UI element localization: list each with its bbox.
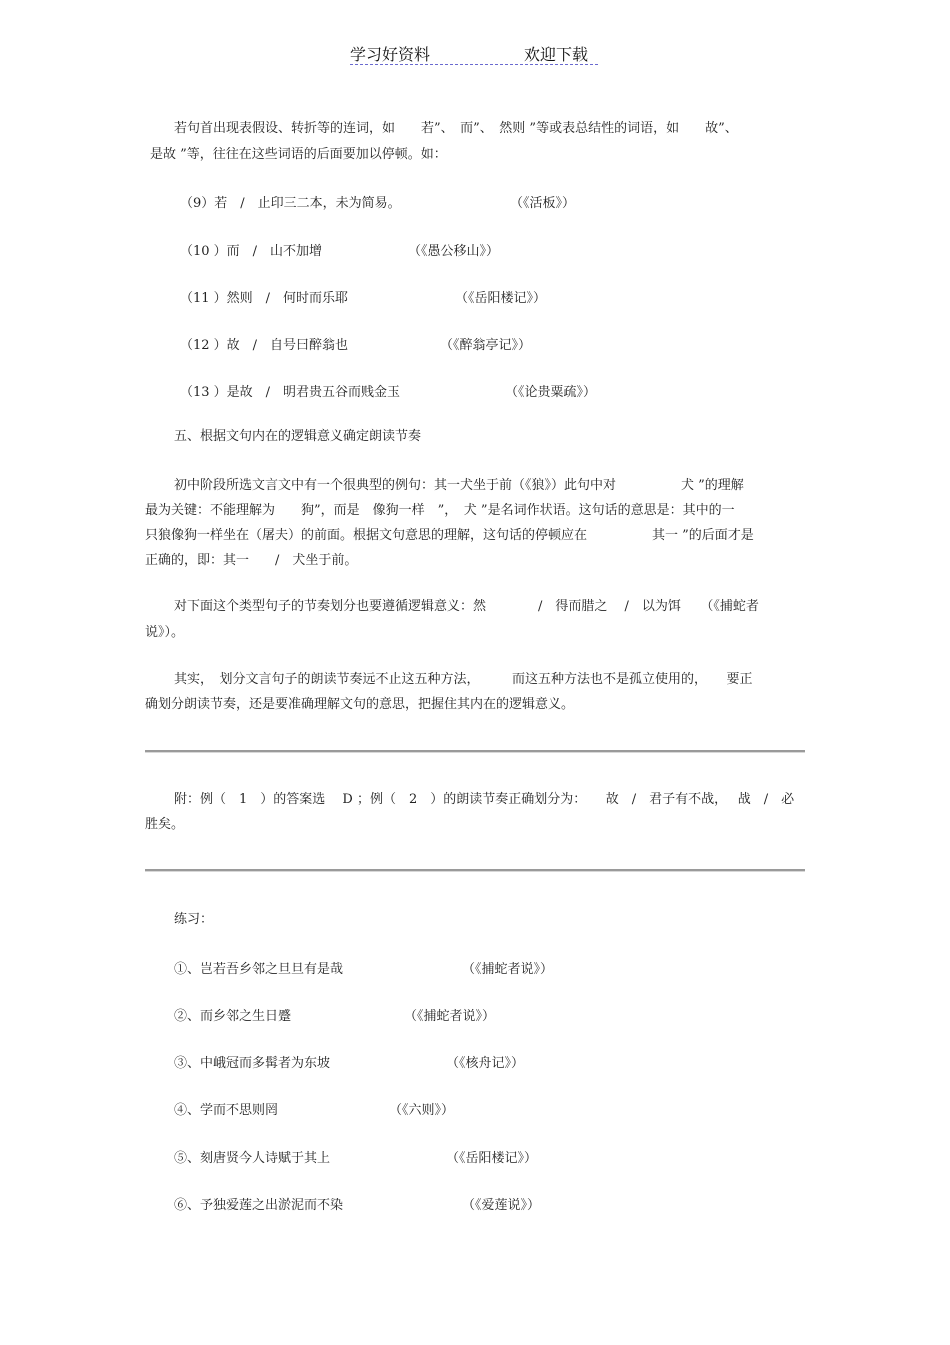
example-text: （9）若 / 止印三二本，未为简易。 <box>180 196 401 211</box>
practice-item <box>174 1194 541 1213</box>
example-item <box>180 381 597 400</box>
paragraph-line: 说》）。 <box>145 625 185 640</box>
practice-text: ④、学而不思则罔 <box>174 1103 279 1118</box>
example-item <box>180 334 532 353</box>
practice-heading: 练习： <box>174 912 214 927</box>
example-text: （13 ）是故 / 明君贵五谷而贱金玉 <box>180 385 401 400</box>
practice-item <box>174 1147 538 1166</box>
section-divider <box>145 750 805 753</box>
practice-source: （《捕蛇者说》） <box>462 962 554 977</box>
header-dashed-rule <box>350 64 598 65</box>
section-heading: 五、根据文句内在的逻辑意义确定朗读节奏 <box>174 429 422 444</box>
practice-source: （《捕蛇者说》） <box>404 1009 496 1024</box>
paragraph-line: 只狼像狗一样坐在（屠夫）的前面。根据文句意思的理解，这句话的停顿应在 其一 ”的后面才是 <box>145 528 754 543</box>
practice-text: ⑥、予独爱莲之出淤泥而不染 <box>174 1198 344 1213</box>
practice-item <box>174 1099 455 1118</box>
practice-item <box>174 958 554 977</box>
example-source: （《愚公移山》） <box>408 244 500 259</box>
practice-item <box>174 1052 525 1071</box>
section-divider <box>145 869 805 872</box>
practice-source: （《核舟记》） <box>446 1056 525 1071</box>
intro-line-2: 是故 ”等，往往在这些词语的后面要加以停顿。如： <box>150 147 447 162</box>
paragraph-line: 其实， 划分文言句子的朗读节奏远不止这五种方法， 而这五种方法也不是孤立使用的， 要正 <box>174 672 753 687</box>
example-source: （《岳阳楼记》） <box>455 291 547 306</box>
header-left-text: 学习好资料 <box>350 45 431 64</box>
paragraph-line: 正确的，即：其一 / 犬坐于前。 <box>145 553 358 568</box>
appendix-line: 附：例（ 1 ）的答案选 D ；例（ 2 ）的朗读节奏正确划分为： 故 / 君子有不战， 战 / 必 <box>174 792 795 807</box>
example-item <box>180 240 500 259</box>
example-item <box>180 287 547 306</box>
example-source: （《醉翁亭记》） <box>440 338 532 353</box>
appendix-line: 胜矣。 <box>145 817 185 832</box>
paragraph-line: 初中阶段所选文言文中有一个很典型的例句：其一犬坐于前（《狼》）此句中对 犬 ”的理解 <box>174 478 744 493</box>
practice-source: （《爱莲说》） <box>462 1198 541 1213</box>
example-text: （12 ）故 / 自号曰醉翁也 <box>180 338 349 353</box>
example-text: （10 ）而 / 山不加增 <box>180 244 323 259</box>
practice-source: （《岳阳楼记》） <box>446 1151 538 1166</box>
header-right-text: 欢迎下载 <box>524 45 589 64</box>
example-source: （《论贵粟疏》） <box>505 385 597 400</box>
paragraph-line: 最为关键：不能理解为 狗”，而是 像狗一样 ”， 犬 ”是名词作状语。这句话的意思是：其中的一 <box>145 503 735 518</box>
example-source: （《活板》） <box>510 196 576 211</box>
practice-text: ⑤、刻唐贤今人诗赋于其上 <box>174 1151 331 1166</box>
practice-text: ③、中峨冠而多髯者为东坡 <box>174 1056 331 1071</box>
paragraph-line: 对下面这个类型句子的节奏划分也要遵循逻辑意义：然 / 得而腊之 / 以为饵 （《捕蛇者 <box>174 599 759 614</box>
practice-text: ①、岂若吾乡邻之旦旦有是哉 <box>174 962 344 977</box>
paragraph-line: 确划分朗读节奏，还是要准确理解文句的意思，把握住其内在的逻辑意义。 <box>145 697 575 712</box>
example-item <box>180 192 576 211</box>
practice-source: （《六则》） <box>389 1103 455 1118</box>
intro-line-1: 若句首出现表假设、转折等的连词，如 若”、 而”、 然则 ”等或表总结性的词语，如 故”、 <box>174 121 738 136</box>
practice-text: ②、而乡邻之生日蹙 <box>174 1009 292 1024</box>
practice-item <box>174 1005 496 1024</box>
example-text: （11 ）然则 / 何时而乐耶 <box>180 291 349 306</box>
